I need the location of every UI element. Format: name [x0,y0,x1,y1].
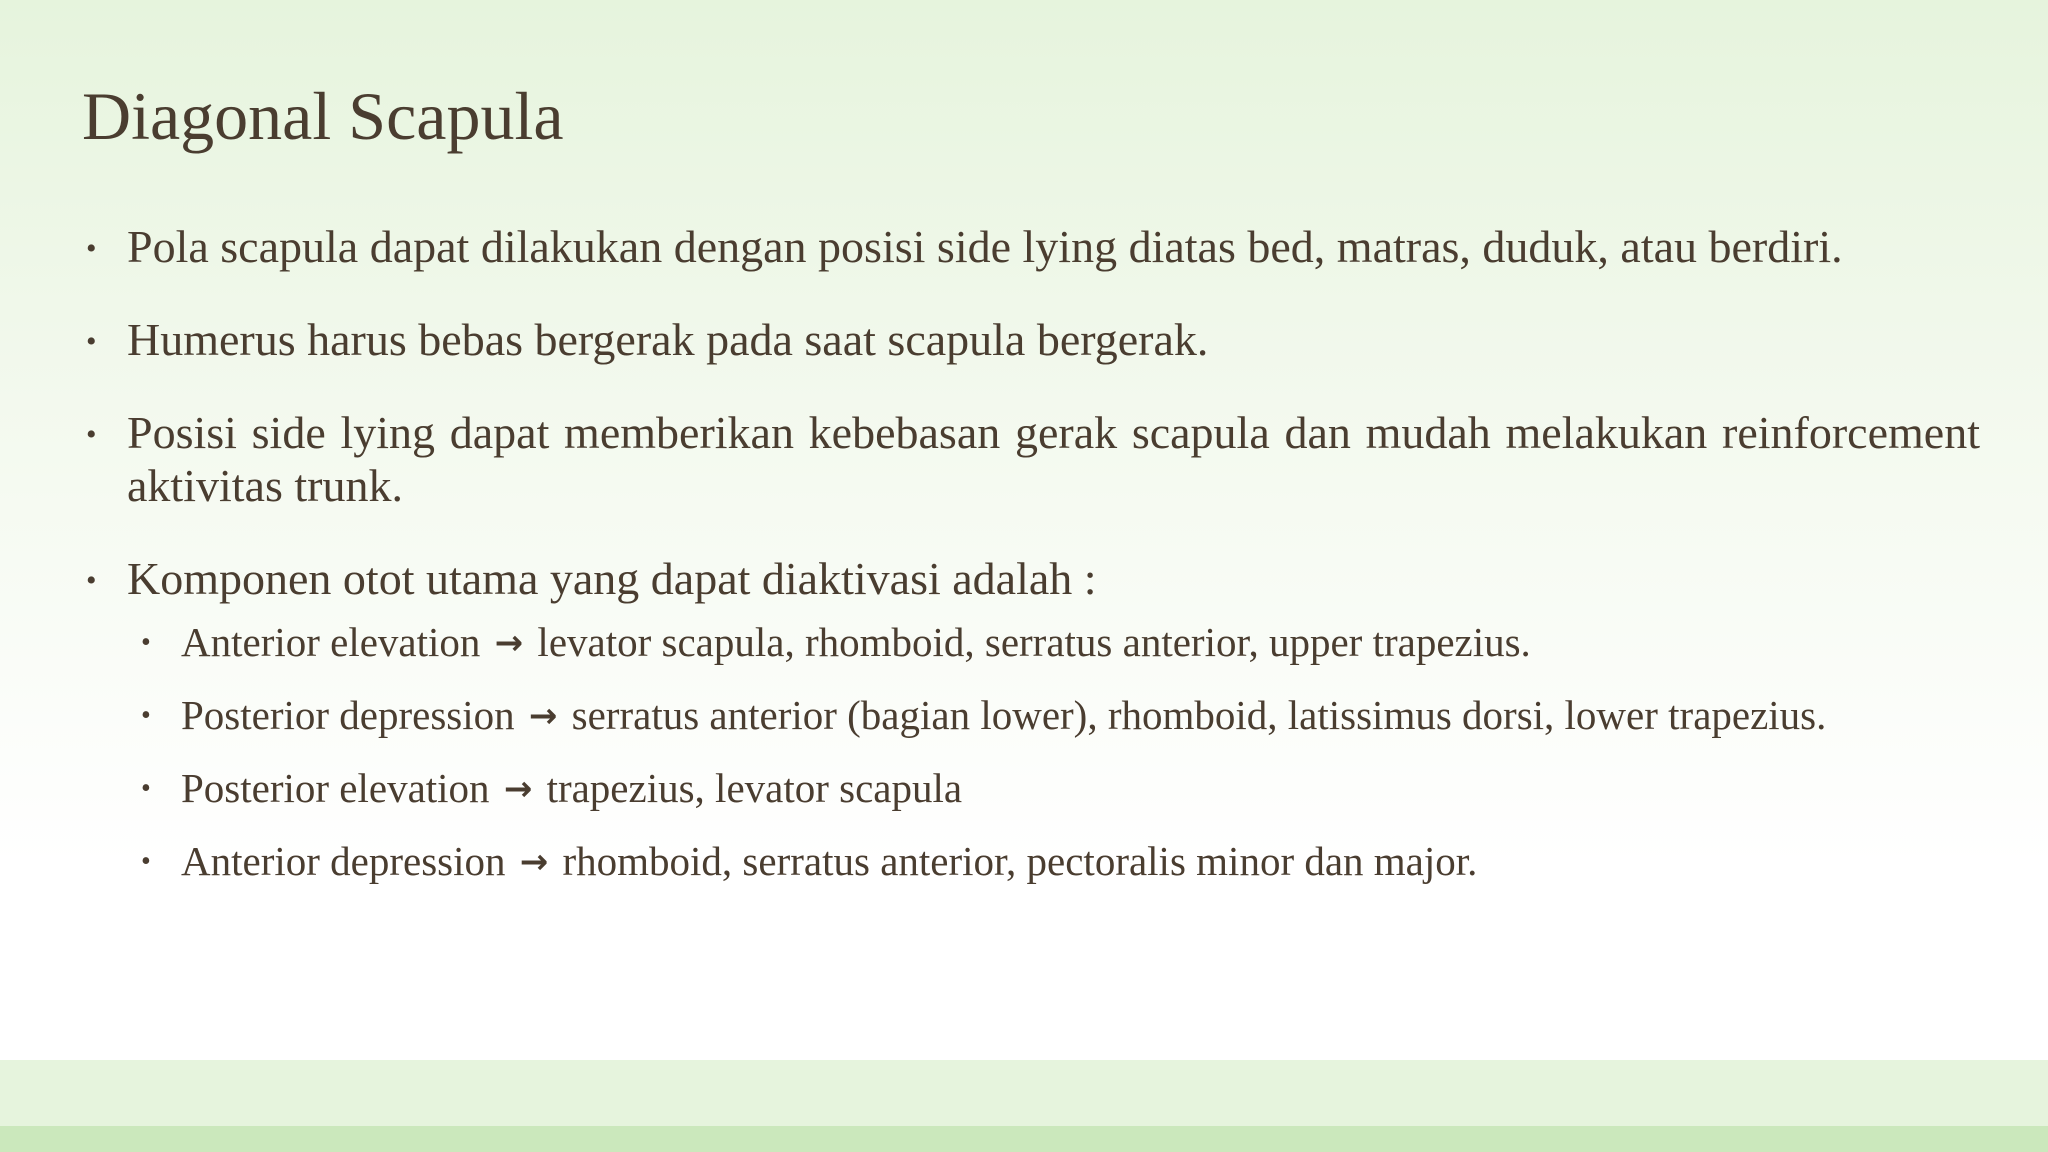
arrow-right-icon: → [503,769,533,809]
arrow-right-icon: → [528,696,558,736]
footer-band-light [0,1060,2048,1126]
sub-bullet-item [82,692,1980,740]
bullet-item [82,552,1980,605]
sub-bullet-text: trapezius, levator scapula [546,765,963,811]
sub-bullet-label: Posterior elevation [181,765,490,811]
bullet-item [82,220,1980,273]
bullet-marker: • [141,627,151,658]
bullet-marker: • [141,700,151,731]
bullet-text: Komponen otot utama yang dapat diaktivasi adalah : [127,553,1097,604]
bullet-item [82,313,1980,366]
arrow-right-icon: → [494,623,524,663]
sub-bullet-label: Anterior elevation [181,619,481,665]
bullet-marker: • [141,773,151,804]
sub-bullet-text: serratus anterior (bagian lower), rhomboid, latissimus dorsi, lower trapezius. [571,692,1827,738]
sub-bullet-item [82,838,1980,886]
bullet-marker: • [86,418,97,451]
sub-bullet-label: Anterior depression [181,838,506,884]
slide-content [82,220,1980,911]
bullet-marker: • [86,232,97,265]
sub-bullet-text: rhomboid, serratus anterior, pectoralis minor dan major. [562,838,1478,884]
bullet-marker: • [86,564,97,597]
arrow-right-icon: → [519,842,549,882]
sub-bullet-label: Posterior depression [181,692,515,738]
bullet-marker: • [86,325,97,358]
sub-bullet-item [82,765,1980,813]
bullet-text: Posisi side lying dapat memberikan kebebasan gerak scapula dan mudah melakukan reinforcement aktivitas trunk. [127,407,1980,511]
sub-bullet-text: levator scapula, rhomboid, serratus anterior, upper trapezius. [537,619,1531,665]
bullet-item [82,406,1980,512]
bullet-marker: • [141,846,151,877]
slide-title: Diagonal Scapula [82,78,564,154]
bullet-text: Humerus harus bebas bergerak pada saat scapula bergerak. [127,314,1209,365]
bullet-text: Pola scapula dapat dilakukan dengan posisi side lying diatas bed, matras, duduk, atau berdiri. [127,221,1843,272]
bullet-list [82,220,1980,886]
footer-band-green [0,1126,2048,1152]
sub-bullet-item [82,619,1980,667]
